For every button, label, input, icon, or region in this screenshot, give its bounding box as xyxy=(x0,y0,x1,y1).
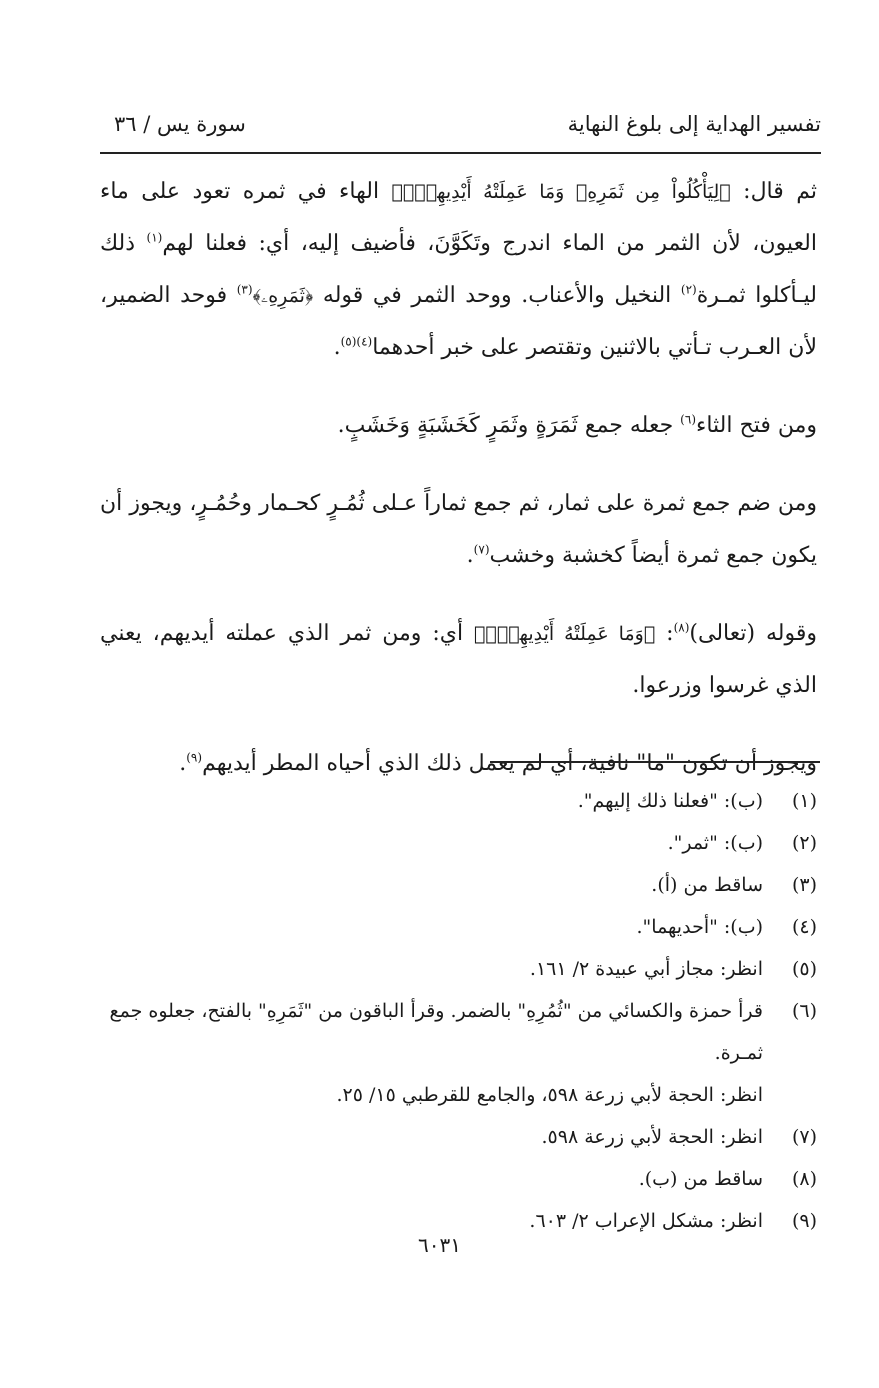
footnote-ref: (٩) xyxy=(186,750,203,765)
text-segment: . xyxy=(466,543,474,568)
footnote-text: (ب): "فعلنا ذلك إليهم". xyxy=(577,790,763,812)
text-segment: النخيل والأعناب. ووحد الثمر في قوله xyxy=(313,283,681,308)
footnote-number: (٩) xyxy=(791,1210,817,1232)
text-segment: أي: ومن ثمر الذي عملته أيديهم، يعني الذي غرسوا وزرعوا. xyxy=(100,621,817,698)
footnote-text: ساقط من (أ). xyxy=(651,874,763,896)
paragraph-3 xyxy=(100,478,817,582)
footnote-line: انظر: الحجة لأبي زرعة ٥٩٨، والجامع للقرطبي ١٥/ ٢٥. xyxy=(336,1084,763,1106)
quran-verse: ﴿لِيَأْكُلُواْ مِن ثَمَرِهِۦ وَمَا عَمِلَتْهُ أَيْدِيهِمْۚ﴾ xyxy=(391,181,731,203)
text-segment: وقوله (تعالى) xyxy=(689,621,817,646)
quran-verse: ﴿وَمَا عَمِلَتْهُ أَيْدِيهِمْۚ﴾ xyxy=(474,623,656,645)
footnote-ref: (٤)(٥) xyxy=(340,334,373,349)
footnote-number: (٢) xyxy=(791,832,817,854)
footnote-item xyxy=(100,948,817,990)
footnote-ref: (٦) xyxy=(680,412,696,427)
footnote-ref: (٧) xyxy=(473,542,490,557)
footnote-ref: (٨) xyxy=(673,620,690,635)
footnotes xyxy=(100,780,817,1242)
main-text xyxy=(100,166,817,790)
footnote-number: (٦) xyxy=(791,1000,817,1022)
text-segment: . xyxy=(333,335,341,360)
footnote-number: (١) xyxy=(791,790,817,812)
footnote-ref: (١) xyxy=(146,230,163,245)
book-title: تفسير الهداية إلى بلوغ النهاية xyxy=(567,112,821,136)
footnote-text: انظر: مجاز أبي عبيدة ٢/ ١٦١. xyxy=(529,958,763,980)
footnote-number: (٣) xyxy=(791,874,817,896)
text-segment: ذلك ليـأكلوا ثمـرة xyxy=(100,231,817,308)
footnote-number: (٨) xyxy=(791,1168,817,1190)
paragraph-2 xyxy=(100,400,817,452)
footnote-item xyxy=(100,780,817,822)
footnote-separator xyxy=(490,761,820,763)
text-segment: ويجوز أن تكون "ما" نافية، أي لم يعمل ذلك الذي أحياه المطر أيديهم xyxy=(202,751,817,776)
footnote-number: (٧) xyxy=(791,1126,817,1148)
text-segment: : xyxy=(655,621,674,646)
footnote-item xyxy=(100,1158,817,1200)
footnote-text: (ب): "ثمر". xyxy=(667,832,763,854)
page-number: ٦٠٣١ xyxy=(418,1233,461,1257)
footnote-text: (ب): "أحديهما". xyxy=(636,916,763,938)
footnote-item xyxy=(100,822,817,864)
quran-verse: ﴿ثَمَرِهِۦ﴾ xyxy=(252,285,314,307)
running-header xyxy=(100,108,821,154)
paragraph-1 xyxy=(100,166,817,374)
footnote-number: (٥) xyxy=(791,958,817,980)
footnote-line: قرأ حمزة والكسائي من "ثُمُرِهِ" بالضمر. وقرأ الباقون من "ثَمَرِهِ" بالفتح، جعلوه جمع ثمـرة. xyxy=(109,1000,763,1064)
footnote-number: (٤) xyxy=(791,916,817,938)
text-segment: ومن فتح الثاء xyxy=(696,413,817,438)
text-segment: الهاء في ثمره تعود على ماء العيون، لأن الثمر من الماء اندرج وتَكَوَّنَ، فأضيف إليه، أي: فعلنا لهم xyxy=(100,179,818,256)
text-segment: جعله جمع ثَمَرَةٍ وثَمَرٍ كَخَشَبَةٍ وَخَشَبٍ. xyxy=(337,413,681,438)
text-segment: فوحد الضمير، لأن العـرب تـأتي بالاثنين وتقتصر على خبر أحدهما xyxy=(100,283,817,360)
footnote-ref: (٣) xyxy=(236,282,253,297)
footnote-item xyxy=(100,1116,817,1158)
footnote-text xyxy=(100,990,763,1116)
footnote-text: ساقط من (ب). xyxy=(638,1168,763,1190)
footnote-item xyxy=(100,864,817,906)
text-segment: ومن ضم جمع ثمرة على ثمار، ثم جمع ثماراً عـلى ثُمُـرٍ كحـمار وحُمُـرٍ، ويجوز أن يكون جمع ثمرة أيضاً كخشبة وخشب xyxy=(100,491,817,568)
footnote-ref: (٢) xyxy=(680,282,697,297)
text-segment: ثم قال: xyxy=(730,179,817,204)
footnote-item xyxy=(100,990,817,1116)
footnote-text: انظر: الحجة لأبي زرعة ٥٩٨. xyxy=(541,1126,763,1148)
paragraph-4 xyxy=(100,608,817,712)
text-segment: . xyxy=(179,751,187,776)
surah-label: سورة يس / ٣٦ xyxy=(114,112,246,136)
footnote-item xyxy=(100,906,817,948)
footnote-text: انظر: مشكل الإعراب ٢/ ٦٠٣. xyxy=(529,1210,763,1232)
